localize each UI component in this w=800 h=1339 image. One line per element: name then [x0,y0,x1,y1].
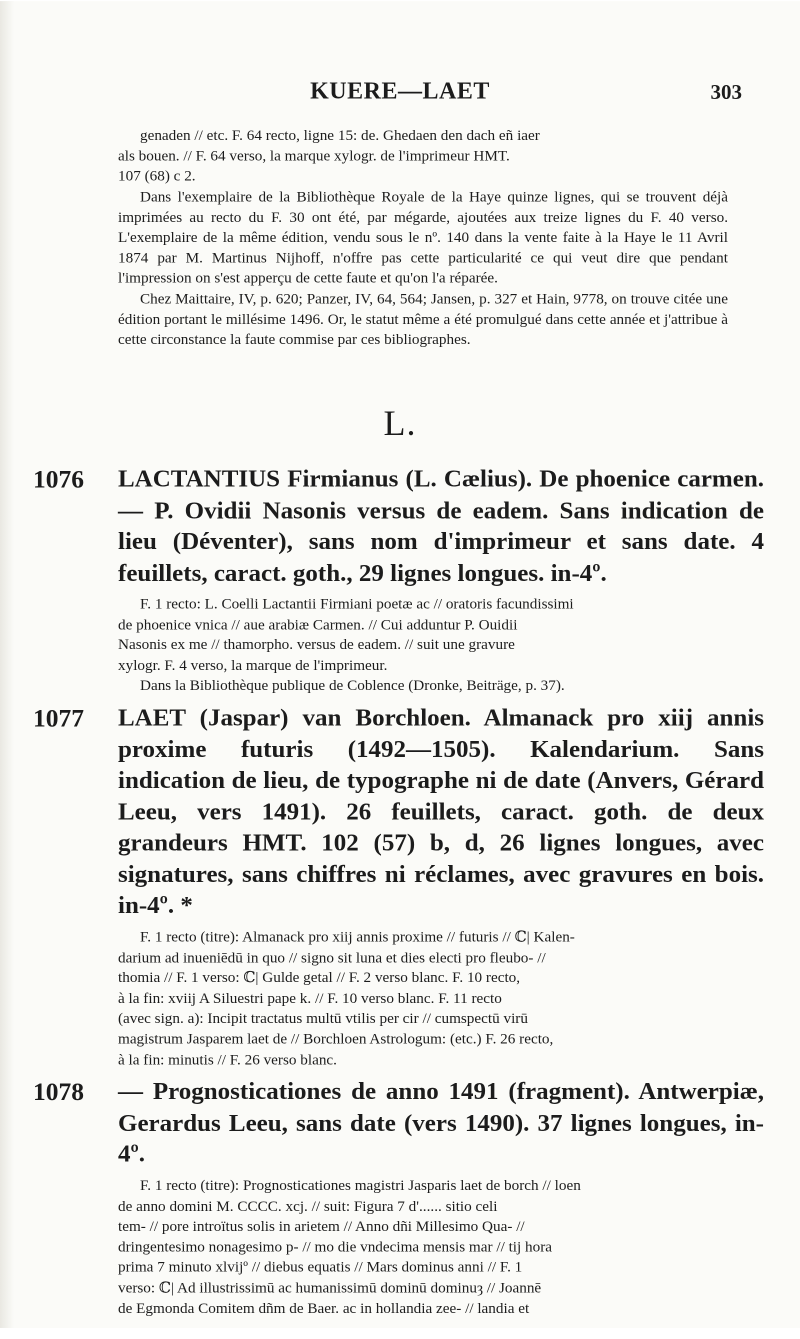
running-head [0,78,800,108]
detail-line: à la fin: xviij A Siluestri pape k. // F. 10 verso blanc. F. 11 recto [118,989,502,1007]
detail-line: Nasonis ex me // thamorpho. versus de eadem. // suit une gravure [118,636,515,654]
intro-line: als bouen. // F. 64 verso, la marque xylogr. de l'imprimeur HMT. [118,147,510,165]
running-title: KUERE—LAET [310,78,490,105]
detail-line: thomia // F. 1 verso: ℂ| Gulde getal // F. 2 verso blanc. F. 10 recto, [118,969,521,987]
detail-line: de Egmonda Comitem dñm de Baer. ac in hollandia zee- // landia et [118,1299,530,1317]
entry-number: 1078 [33,1077,84,1107]
intro-paragraph-1: Dans l'exemplaire de la Bibliothèque Royale de la Haye quinze lignes, qui se trouvent déjà imprimées au recto du F. 30 ont été, par mégarde, ajoutées aux treize lignes du F. 40 verso. L'exemplaire de la même édition, vendu sous le nº. 140 dans la vente faite à la Haye le 11 Avril 1874 par M. Martinus Nijhoff, n'offre pas cette particularité ce qui veut dire que pendant l'impression on s'est apperçu de cette faute et qu'on l'a réparée. [118,188,728,287]
section-letter: L. [383,403,417,444]
entry-number: 1076 [33,464,84,494]
detail-line: prima 7 minuto xlvijº // diebus equatis // Mars dominus anni // F. 1 [118,1258,523,1276]
detail-line: de anno domini M. CCCC. xcj. // suit: Figura 7 d'...... sitio celi [118,1197,498,1215]
entry-heading: LACTANTIUS Firmianus (L. Cælius). De phoenice carmen. — P. Ovidii Nasonis versus de eadem. Sans indication de lieu (Déventer), sans nom d'imprimeur et sans date. 4 feuillets, caract. goth., 29 lignes longues. in-4º. [118,465,764,587]
intro-paragraph-2: Chez Maittaire, IV, p. 620; Panzer, IV, 64, 564; Jansen, p. 327 et Hain, 9778, on trouve citée une édition portant le millésime 1496. Or, le statut même a été promulgué dans cette année et j'attribue à cette circonstance la faute commise par ces bibliographes. [118,290,728,349]
entry-details [118,1176,762,1319]
entry-details [118,595,762,697]
book-page [0,1,800,1328]
detail-line: à la fin: minutis // F. 26 verso blanc. [118,1051,337,1068]
intro-line: 107 (68) c 2. [118,167,196,185]
detail-line: de phoenice vnica // aue arabiæ Carmen. // Cui adduntur P. Ouidii [118,616,518,633]
detail-line: dringentesimo nonagesimo p- // mo die vndecima mensis mar // tij hora [118,1238,553,1256]
detail-line: darium ad inueniēdū in quo // signo sit luna et dies electi pro fleubo- // [118,949,546,966]
detail-line: F. 1 recto: L. Coelli Lactantii Firmiani poetæ ac // oratoris facundissimi [140,595,574,613]
detail-line: xylogr. F. 4 verso, la marque de l'imprimeur. [118,656,388,674]
detail-line: (avec sign. a): Incipit tractatus multū vtilis per cir // cumspectū virū [118,1010,528,1028]
binding-gutter [0,1,14,1328]
page-number: 303 [710,80,742,105]
detail-line: F. 1 recto (titre): Almanack pro xiij annis proxime // futuris // ℂ| Kalen- [140,928,575,946]
detail-line: magistrum Jasparem laet de // Borchloen Astrologum: (etc.) F. 26 recto, [118,1030,554,1048]
entry-heading: — Prognosticationes de anno 1491 (fragment). Antwerpiæ, Gerardus Leeu, sans date (vers 1490). 37 lignes longues, in-4º. [118,1078,764,1168]
intro-line: genaden // etc. F. 64 recto, ligne 15: de. Ghedaen den dach eñ iaer [140,126,540,144]
detail-line: Dans la Bibliothèque publique de Coblence (Dronke, Beiträge, p. 37). [140,677,565,695]
entry-number: 1077 [33,703,84,733]
detail-line: tem- // pore introïtus solis in arietem // Anno dñi Millesimo Qua- // [118,1218,525,1236]
detail-line: F. 1 recto (titre): Prognosticationes magistri Jasparis laet de borch // loen [140,1177,581,1195]
entry-heading: LAET (Jaspar) van Borchloen. Almanack pro xiij annis proxime futuris (1492—1505). Kalendarium. Sans indication de lieu, de typographe ni de date (Anvers, Gérard Leeu, vers 1491). 26 feuillets, caract. goth. de deux grandeurs HMT. 102 (57) b, d, 26 lignes longues, avec signatures, sans chiffres ni réclames, avec gravures en bois. in-4º. * [118,704,764,919]
detail-line: verso: ℂ| Ad illustrissimū ac humanissimū dominū dominuȝ // Joannē [118,1279,542,1297]
entry-details [118,928,762,1071]
intro-continuation [118,126,728,187]
